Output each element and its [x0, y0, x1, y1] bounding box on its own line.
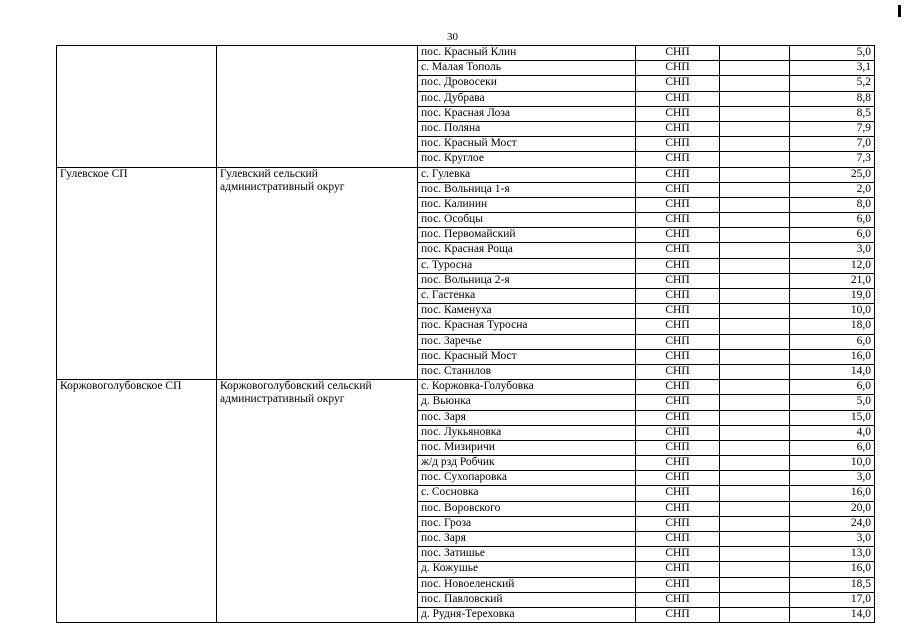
value-cell: 8,5: [790, 106, 875, 121]
type-cell: СНП: [636, 213, 720, 228]
empty-cell: [720, 258, 790, 273]
locality-cell: с. Гастенка: [418, 289, 636, 304]
type-cell: СНП: [636, 289, 720, 304]
empty-cell: [720, 273, 790, 288]
value-cell: 6,0: [790, 228, 875, 243]
type-cell: СНП: [636, 182, 720, 197]
locality-cell: пос. Красный Клин: [418, 46, 636, 61]
locality-cell: д. Рудня-Тереховка: [418, 607, 636, 622]
empty-cell: [720, 106, 790, 121]
empty-cell: [720, 304, 790, 319]
type-cell: СНП: [636, 471, 720, 486]
value-cell: 5,0: [790, 46, 875, 61]
empty-cell: [720, 46, 790, 61]
locality-cell: пос. Поляна: [418, 121, 636, 136]
type-cell: СНП: [636, 592, 720, 607]
value-cell: 6,0: [790, 440, 875, 455]
settlements-table: [56, 45, 875, 623]
locality-cell: с. Малая Тополь: [418, 61, 636, 76]
locality-cell: пос. Мизиричи: [418, 440, 636, 455]
locality-cell: пос. Заря: [418, 532, 636, 547]
empty-cell: [720, 425, 790, 440]
empty-cell: [720, 501, 790, 516]
empty-cell: [720, 440, 790, 455]
type-cell: СНП: [636, 607, 720, 622]
locality-cell: пос. Воровского: [418, 501, 636, 516]
type-cell: СНП: [636, 562, 720, 577]
locality-cell: пос. Первомайский: [418, 228, 636, 243]
empty-cell: [720, 486, 790, 501]
locality-cell: пос. Особцы: [418, 213, 636, 228]
type-cell: СНП: [636, 167, 720, 182]
value-cell: 16,0: [790, 486, 875, 501]
empty-cell: [720, 228, 790, 243]
type-cell: СНП: [636, 532, 720, 547]
value-cell: 16,0: [790, 562, 875, 577]
empty-cell: [720, 364, 790, 379]
type-cell: СНП: [636, 486, 720, 501]
table-row: [57, 46, 875, 61]
locality-cell: пос. Станилов: [418, 364, 636, 379]
locality-cell: пос. Заря: [418, 410, 636, 425]
value-cell: 18,5: [790, 577, 875, 592]
locality-cell: пос. Сухопаровка: [418, 471, 636, 486]
locality-cell: д. Вьюнка: [418, 395, 636, 410]
locality-cell: пос. Затишье: [418, 547, 636, 562]
type-cell: СНП: [636, 349, 720, 364]
value-cell: 19,0: [790, 289, 875, 304]
value-cell: 12,0: [790, 258, 875, 273]
value-cell: 7,0: [790, 137, 875, 152]
table-row: [57, 167, 875, 182]
type-cell: СНП: [636, 258, 720, 273]
value-cell: 3,0: [790, 471, 875, 486]
district-cell: Гулевский сельский административный округ: [217, 167, 418, 380]
empty-cell: [720, 167, 790, 182]
empty-cell: [720, 471, 790, 486]
locality-cell: пос. Заречье: [418, 334, 636, 349]
type-cell: СНП: [636, 91, 720, 106]
locality-cell: пос. Красная Туросна: [418, 319, 636, 334]
page-number: 30: [447, 31, 458, 43]
type-cell: СНП: [636, 106, 720, 121]
empty-cell: [720, 137, 790, 152]
empty-cell: [720, 61, 790, 76]
value-cell: 16,0: [790, 349, 875, 364]
value-cell: 5,2: [790, 76, 875, 91]
value-cell: 10,0: [790, 304, 875, 319]
type-cell: СНП: [636, 304, 720, 319]
type-cell: СНП: [636, 395, 720, 410]
locality-cell: пос. Дровосеки: [418, 76, 636, 91]
type-cell: СНП: [636, 61, 720, 76]
table-row: [57, 380, 875, 395]
settlement-cell: [57, 46, 217, 168]
scan-edge-mark: [898, 5, 901, 17]
empty-cell: [720, 334, 790, 349]
district-cell: [217, 46, 418, 168]
value-cell: 3,0: [790, 532, 875, 547]
type-cell: СНП: [636, 243, 720, 258]
empty-cell: [720, 516, 790, 531]
locality-cell: с. Сосновка: [418, 486, 636, 501]
locality-cell: ж/д рзд Робчик: [418, 456, 636, 471]
type-cell: СНП: [636, 76, 720, 91]
locality-cell: с. Коржовка-Голубовка: [418, 380, 636, 395]
empty-cell: [720, 410, 790, 425]
locality-cell: пос. Красный Мост: [418, 349, 636, 364]
empty-cell: [720, 213, 790, 228]
value-cell: 13,0: [790, 547, 875, 562]
value-cell: 25,0: [790, 167, 875, 182]
empty-cell: [720, 547, 790, 562]
locality-cell: пос. Красная Лоза: [418, 106, 636, 121]
locality-cell: с. Туросна: [418, 258, 636, 273]
type-cell: СНП: [636, 364, 720, 379]
value-cell: 6,0: [790, 380, 875, 395]
type-cell: СНП: [636, 456, 720, 471]
empty-cell: [720, 562, 790, 577]
value-cell: 14,0: [790, 364, 875, 379]
type-cell: СНП: [636, 380, 720, 395]
empty-cell: [720, 289, 790, 304]
value-cell: 24,0: [790, 516, 875, 531]
empty-cell: [720, 607, 790, 622]
type-cell: СНП: [636, 547, 720, 562]
locality-cell: пос. Вольница 2-я: [418, 273, 636, 288]
type-cell: СНП: [636, 228, 720, 243]
type-cell: СНП: [636, 273, 720, 288]
empty-cell: [720, 152, 790, 167]
type-cell: СНП: [636, 319, 720, 334]
settlement-cell: Гулевское СП: [57, 167, 217, 380]
empty-cell: [720, 592, 790, 607]
locality-cell: пос. Калинин: [418, 197, 636, 212]
value-cell: 8,8: [790, 91, 875, 106]
empty-cell: [720, 182, 790, 197]
type-cell: СНП: [636, 577, 720, 592]
locality-cell: пос. Дубрава: [418, 91, 636, 106]
locality-cell: д. Кожушье: [418, 562, 636, 577]
type-cell: СНП: [636, 440, 720, 455]
empty-cell: [720, 197, 790, 212]
empty-cell: [720, 91, 790, 106]
empty-cell: [720, 121, 790, 136]
type-cell: СНП: [636, 516, 720, 531]
value-cell: 7,9: [790, 121, 875, 136]
type-cell: СНП: [636, 137, 720, 152]
locality-cell: пос. Павловский: [418, 592, 636, 607]
value-cell: 3,0: [790, 243, 875, 258]
value-cell: 20,0: [790, 501, 875, 516]
settlement-cell: Коржовоголубовское СП: [57, 380, 217, 623]
locality-cell: пос. Круглое: [418, 152, 636, 167]
value-cell: 10,0: [790, 456, 875, 471]
empty-cell: [720, 349, 790, 364]
locality-cell: с. Гулевка: [418, 167, 636, 182]
value-cell: 21,0: [790, 273, 875, 288]
type-cell: СНП: [636, 410, 720, 425]
value-cell: 6,0: [790, 334, 875, 349]
type-cell: СНП: [636, 501, 720, 516]
empty-cell: [720, 76, 790, 91]
empty-cell: [720, 577, 790, 592]
district-cell: Коржовоголубовский сельский административный округ: [217, 380, 418, 623]
locality-cell: пос. Новоеленский: [418, 577, 636, 592]
value-cell: 8,0: [790, 197, 875, 212]
locality-cell: пос. Вольница 1-я: [418, 182, 636, 197]
value-cell: 7,3: [790, 152, 875, 167]
type-cell: СНП: [636, 152, 720, 167]
type-cell: СНП: [636, 334, 720, 349]
empty-cell: [720, 532, 790, 547]
value-cell: 18,0: [790, 319, 875, 334]
empty-cell: [720, 395, 790, 410]
empty-cell: [720, 243, 790, 258]
empty-cell: [720, 319, 790, 334]
locality-cell: пос. Лукьяновка: [418, 425, 636, 440]
empty-cell: [720, 456, 790, 471]
type-cell: СНП: [636, 425, 720, 440]
type-cell: СНП: [636, 197, 720, 212]
locality-cell: пос. Красная Роща: [418, 243, 636, 258]
type-cell: СНП: [636, 121, 720, 136]
value-cell: 15,0: [790, 410, 875, 425]
empty-cell: [720, 380, 790, 395]
value-cell: 6,0: [790, 213, 875, 228]
table-body: [57, 46, 875, 623]
value-cell: 3,1: [790, 61, 875, 76]
locality-cell: пос. Гроза: [418, 516, 636, 531]
value-cell: 14,0: [790, 607, 875, 622]
locality-cell: пос. Каменуха: [418, 304, 636, 319]
locality-cell: пос. Красный Мост: [418, 137, 636, 152]
value-cell: 17,0: [790, 592, 875, 607]
type-cell: СНП: [636, 46, 720, 61]
value-cell: 2,0: [790, 182, 875, 197]
value-cell: 5,0: [790, 395, 875, 410]
value-cell: 4,0: [790, 425, 875, 440]
